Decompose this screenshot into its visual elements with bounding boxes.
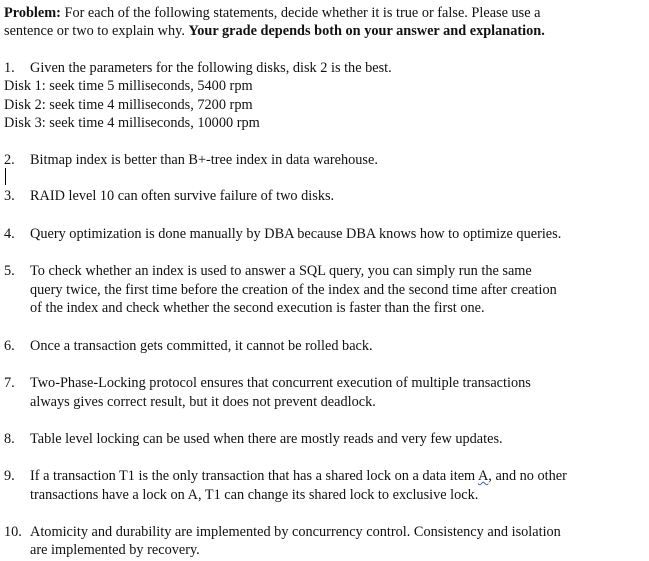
intro-text-2: sentence or two to explain why. <box>4 23 189 39</box>
question-text: always gives correct result, but it does not prevent deadlock. <box>30 394 376 410</box>
question-number: 7. <box>4 375 15 391</box>
question-number: 9. <box>4 468 15 484</box>
disk-3-spec: Disk 3: seek time 4 milliseconds, 10000 rpm <box>4 115 260 131</box>
question-text-part: If a transaction T1 is the only transaction that has a shared lock on a data item <box>30 468 478 484</box>
question-text: Table level locking can be used when there are mostly reads and very few updates. <box>30 431 503 447</box>
question-number: 2. <box>4 152 15 168</box>
question-text: Query optimization is done manually by DBA because DBA knows how to optimize queries. <box>30 226 562 242</box>
spellcheck-flagged-word[interactable]: A <box>477 468 489 484</box>
question-text: RAID level 10 can often survive failure of two disks. <box>30 188 335 204</box>
question-number: 6. <box>4 338 15 354</box>
question-text: Atomicity and durability are implemented by concurrency control. Consistency and isolation <box>30 524 561 540</box>
text-cursor <box>5 168 6 185</box>
question-number: 8. <box>4 431 15 447</box>
grade-emphasis: Your grade depends both on your answer and explanation. <box>188 23 545 39</box>
question-number: 1. <box>4 60 15 76</box>
question-number: 3. <box>4 188 15 204</box>
question-text: of the index and check whether the second execution is faster than the first one. <box>30 300 485 316</box>
intro-line-2 <box>4 22 545 40</box>
question-number: 10. <box>4 524 22 540</box>
question-text: Bitmap index is better than B+-tree index in data warehouse. <box>30 152 378 168</box>
question-text: transactions have a lock on A, T1 can change its shared lock to exclusive lock. <box>30 487 479 503</box>
question-text: Given the parameters for the following disks, disk 2 is the best. <box>30 60 392 76</box>
disk-1-spec: Disk 1: seek time 5 milliseconds, 5400 rpm <box>4 78 253 94</box>
intro-text-1: For each of the following statements, decide whether it is true or false. Please use a <box>60 5 541 21</box>
question-text: Once a transaction gets committed, it cannot be rolled back. <box>30 338 373 354</box>
question-text <box>30 467 567 485</box>
question-text: query twice, the first time before the creation of the index and the second time after creation <box>30 282 557 298</box>
question-number: 4. <box>4 226 15 242</box>
question-text-part: , and no other <box>488 468 567 484</box>
question-text: are implemented by recovery. <box>30 542 200 558</box>
question-text: Two-Phase-Locking protocol ensures that concurrent execution of multiple transactions <box>30 375 531 391</box>
intro-line-1 <box>4 4 541 22</box>
question-number: 5. <box>4 263 15 279</box>
question-text: To check whether an index is used to answer a SQL query, you can simply run the same <box>30 263 532 279</box>
problem-label: Problem: <box>4 5 61 21</box>
disk-2-spec: Disk 2: seek time 4 milliseconds, 7200 rpm <box>4 97 253 113</box>
